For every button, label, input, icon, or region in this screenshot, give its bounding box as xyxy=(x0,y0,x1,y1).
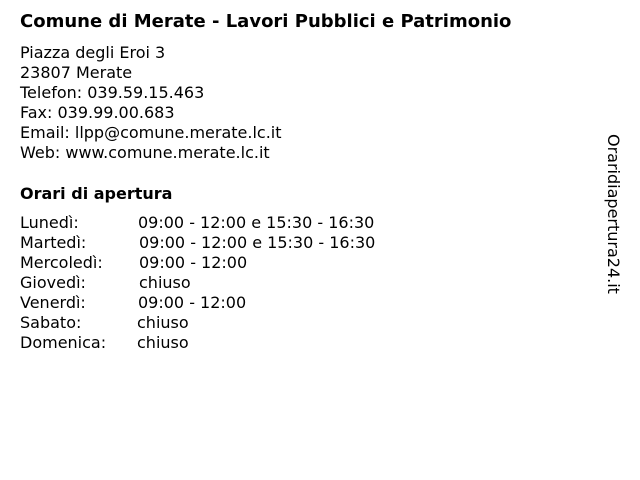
time-value: 09:00 - 12:00 xyxy=(139,253,248,272)
opening-hours-heading: Orari di apertura xyxy=(20,184,173,203)
day-label: Mercoledì: xyxy=(20,253,103,272)
time-value: 09:00 - 12:00 xyxy=(138,293,247,312)
day-label: Martedì: xyxy=(20,233,87,252)
contact-info xyxy=(20,43,282,163)
time-value: chiuso xyxy=(137,333,189,352)
site-watermark: Oraridiapertura24.it xyxy=(604,134,623,294)
time-value: chiuso xyxy=(137,313,189,332)
time-value: 09:00 - 12:00 e 15:30 - 16:30 xyxy=(138,213,375,232)
email-address: Email: llpp@comune.merate.lc.it xyxy=(20,123,282,142)
website-address: Web: www.comune.merate.lc.it xyxy=(20,143,270,162)
day-label: Venerdì: xyxy=(20,293,86,312)
fax-number: Fax: 039.99.00.683 xyxy=(20,103,175,122)
address-city: 23807 Merate xyxy=(20,63,133,82)
time-value: chiuso xyxy=(139,273,191,292)
time-value: 09:00 - 12:00 e 15:30 - 16:30 xyxy=(139,233,376,252)
page-title: Comune di Merate - Lavori Pubblici e Patrimonio xyxy=(20,11,512,32)
address-street: Piazza degli Eroi 3 xyxy=(20,43,166,62)
day-label: Domenica: xyxy=(20,333,107,352)
day-label: Lunedì: xyxy=(20,213,79,232)
day-label: Sabato: xyxy=(20,313,82,332)
day-label: Giovedì: xyxy=(20,273,86,292)
phone-number: Telefon: 039.59.15.463 xyxy=(20,83,205,102)
